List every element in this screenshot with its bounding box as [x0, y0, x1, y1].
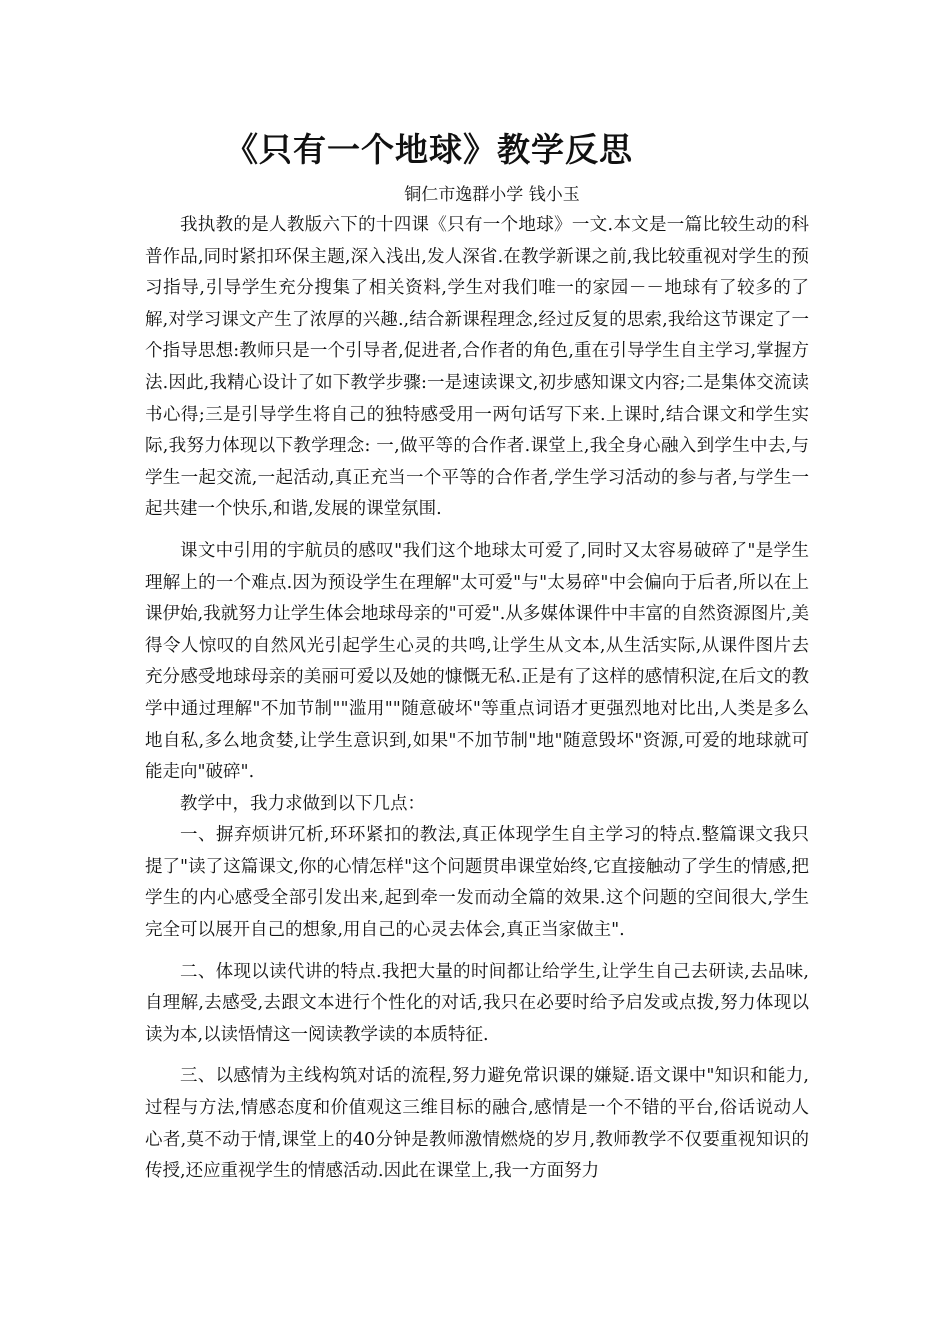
paragraph-point-three: 三、以感情为主线构筑对话的流程,努力避免常识课的嫌疑.语文课中"知识和能力,过程与方法,情感态度和价值观这三维目标的融合,感情是一个不错的平台,俗话说动人心者,莫不动于情,课堂上的40分钟是教师激情燃烧的岁月,教师教学不仅要重视知识的传授,还应重视学生的情感活动.因此在课堂上,我一方面努力	[145, 1066, 809, 1182]
paragraph-point-two: 二、体现以读代讲的特点.我把大量的时间都让给学生,让学生自己去研读,去品味,自理解,去感受,去跟文本进行个性化的对话,我只在必要时给予启发或点拨,努力体现以读为本,以读悟情这一阅读教学读的本质特征.	[145, 961, 809, 1045]
paragraph-points-intro: 教学中，我力求做到以下几点：	[180, 793, 425, 814]
document-title: 《只有一个地球》教学反思	[225, 130, 633, 169]
document-author: 铜仁市逸群小学 钱小玉	[404, 185, 580, 205]
paragraph-point-one: 一、摒弃烦讲冗析,环环紧扣的教法,真正体现学生自主学习的特点.整篇课文我只提了"读了这篇课文,你的心情怎样"这个问题贯串课堂始终,它直接触动了学生的情感,把学生的内心感受全部引发出来,起到牵一发而动全篇的效果.这个问题的空间很大,学生完全可以展开自己的想象,用自己的心灵去体会,真正当家做主".	[145, 825, 809, 941]
document-page	[145, 120, 809, 1188]
paragraph-astronaut-quote: 课文中引用的宇航员的感叹"我们这个地球太可爱了,同时又太容易破碎了"是学生理解上的一个难点.因为预设学生在理解"太可爱"与"太易碎"中会偏向于后者,所以在上课伊始,我就努力让学生体会地球母亲的"可爱".从多媒体课件中丰富的自然资源图片,美得令人惊叹的自然风光引起学生心灵的共鸣,让学生从文本,从生活实际,从课件图片去充分感受地球母亲的美丽可爱以及她的慷慨无私.正是有了这样的感情积淀,在后文的教学中通过理解"不加节制""滥用""随意破坏"等重点词语才更强烈地对比出,人类是多么地自私,多么地贪婪,让学生意识到,如果"不加节制"地"随意毁坏"资源,可爱的地球就可能走向"破碎".	[145, 540, 809, 783]
paragraph-intro: 我执教的是人教版六下的十四课《只有一个地球》一文.本文是一篇比较生动的科普作品,同时紧扣环保主题,深入浅出,发人深省.在教学新课之前,我比较重视对学生的预习指导,引导学生充分搜集了相关资料,学生对我们唯一的家园－－地球有了较多的了解,对学习课文产生了浓厚的兴趣.,结合新课程理念,经过反复的思索,我给这节课定了一个指导思想:教师只是一个引导者,促进者,合作者的角色,重在引导学生自主学习,掌握方法.因此,我精心设计了如下教学步骤:一是速读课文,初步感知课文内容;二是集体交流读书心得;三是引导学生将自己的独特感受用一两句话写下来.上课时,结合课文和学生实际,我努力体现以下教学理念: 一,做平等的合作者.课堂上,我全身心融入到学生中去,与学生一起交流,一起活动,真正充当一个平等的合作者,学生学习活动的参与者,与学生一起共建一个快乐,和谐,发展的课堂氛围.	[145, 215, 809, 520]
